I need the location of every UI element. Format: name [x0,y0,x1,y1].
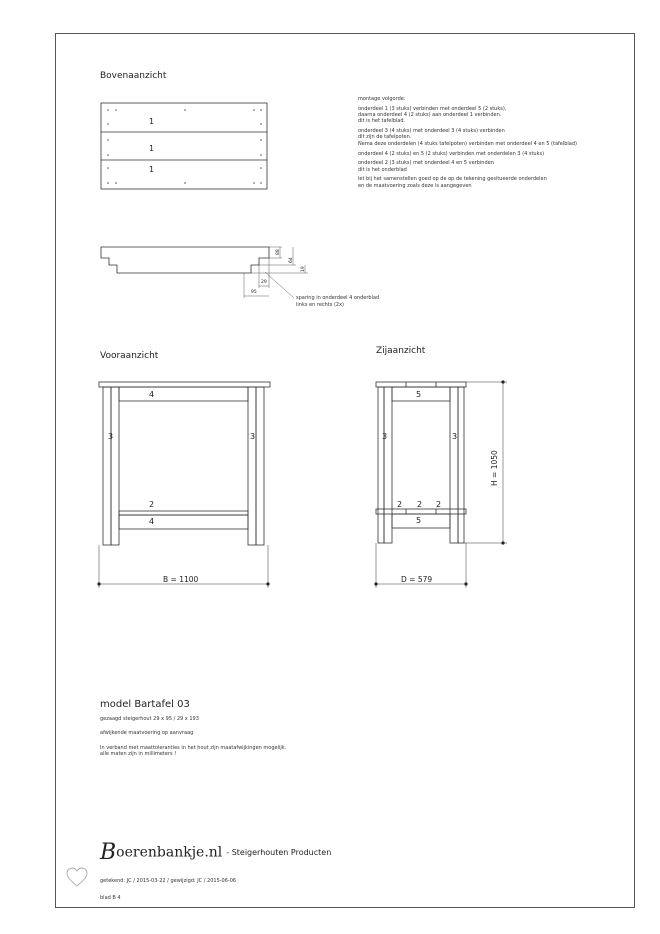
side-view-drawing [374,380,507,588]
detail-dimension-label: 64 [289,257,294,263]
model-title: model Bartafel 03 [100,699,190,710]
units-line: alle maten zijn in millimeters ! [100,750,177,757]
dimension-end-point [501,541,504,544]
front-shelf [119,511,248,515]
step-line: onderdeel 3 (4 stuks) met onderdeel 3 (4 stuks) verbinden [358,128,505,135]
part-label: 1 [149,165,155,174]
width-dimension-label: B = 1100 [163,575,199,584]
depth-dimension-label: D = 579 [401,575,433,584]
side-table-top [376,382,466,387]
brand-mark: B [100,840,117,865]
dimension-end-point [464,582,467,585]
notch-note-line: sparing in onderdeel 4 onderblad [296,295,380,301]
material-line: gezaagd steigerhout 29 x 95 / 29 x 193 [100,716,199,722]
part-label: 2 [417,500,423,509]
part-label: 3 [250,432,256,441]
step-line: dit zijn de tafelpoten. [358,134,412,141]
side-leg-inner-right [450,387,458,543]
step-line: onderdeel 1 (3 stuks) verbinden met onderdeel 5 (2 stuks), [358,105,507,112]
notch-note-line: links en rechts (2x) [296,302,345,308]
part-label: 5 [416,390,422,399]
dimension-end-point [97,582,100,585]
step-line: Nema deze onderdelen (4 stuks tafelpoten) verbinden met onderdeel 4 en 5 (tafelblad) [358,140,577,147]
part-label: 5 [416,516,422,525]
step-line: onderdeel 4 (2 stuks) en 5 (2 stuks) verbinden met onderdelen 3 (4 stuks) [358,150,545,157]
custom-size-line: afwijkende maatvoering op aanvraag [100,730,194,737]
table-top-outline [101,103,267,189]
dimension-end-point [266,582,269,585]
part-label: 1 [149,144,155,153]
assembly-step [358,128,638,147]
front-apron-bottom [119,515,248,529]
detail-dimension-label: 29 [261,280,267,285]
heart-icon [67,868,87,886]
side-leg-inner-left [384,387,392,543]
part-label: 3 [452,432,458,441]
dimension-end-point [374,582,377,585]
front-apron-top [119,387,248,401]
front-leg-inner-left [111,387,119,545]
step-line: dit is het tafelblad. [358,118,406,125]
front-leg-outer-left [103,387,114,545]
notched-board-profile [101,247,269,273]
step-line: dit is het onderblad [358,166,407,173]
detail-dimension-label: 88 [276,249,281,255]
detail-dimension-label: 19 [301,266,306,272]
part-label: 4 [149,390,155,399]
brand-name: oerenbankje.nl [116,844,223,861]
assembly-step [358,160,638,173]
assembly-instructions [358,96,638,193]
assembly-step [358,176,638,189]
dimension-end-point [501,380,504,383]
side-shelf-boards [376,509,466,514]
assembly-step [358,106,638,125]
side-leg-outer-right [458,387,464,543]
assembly-step [358,151,638,157]
sheet-number: blad B 4 [100,895,121,901]
front-table-top [99,382,270,387]
side-view-heading: Zijaanzicht [376,346,426,356]
model-info [100,716,286,757]
brand-tagline: - Steigerhouten Producten [226,848,332,857]
part-label: 2 [149,500,155,509]
part-label: 2 [436,500,442,509]
part-label: 3 [382,432,388,441]
front-leg-inner-right [248,387,256,545]
part-label: 3 [108,432,114,441]
tolerance-line: In verband met maattoleranties in het hout zijn maatafwijkingen mogelijk. [100,744,287,751]
front-view-drawing [97,382,270,588]
part-label: 1 [149,117,155,126]
part-label: 2 [397,500,403,509]
side-height-dimension [464,382,507,543]
part-label: 4 [149,517,155,526]
step-line: en de maatvoering zoals deze is aangegeven [358,182,472,189]
drawn-revision-info: getekend: JC / 2015-03-22 / gewijzigd: JC / 2015-06-06 [100,878,237,884]
screw-points [107,109,262,184]
top-view-heading: Bovenaanzicht [100,71,167,81]
step-line: onderdeel 2 (3 stuks) met onderdeel 4 en 5 verbinden [358,160,494,167]
top-view-drawing [101,103,267,189]
step-line: daarna onderdeel 4 (2 stuks) aan onderdeel 1 verbinden. [358,112,502,119]
brand-logo [100,840,331,865]
assembly-title: montage volgorde: [358,96,406,102]
side-leg-outer-left [378,387,384,543]
front-leg-outer-right [256,387,264,545]
front-view-heading: Vooraanzicht [100,351,159,361]
detail-dimension-label: 95 [251,290,257,295]
step-line: let bij het samenstellen goed op de op de tekening gesitueerde onderdelen [358,176,547,183]
height-dimension-label: H = 1050 [490,450,499,486]
